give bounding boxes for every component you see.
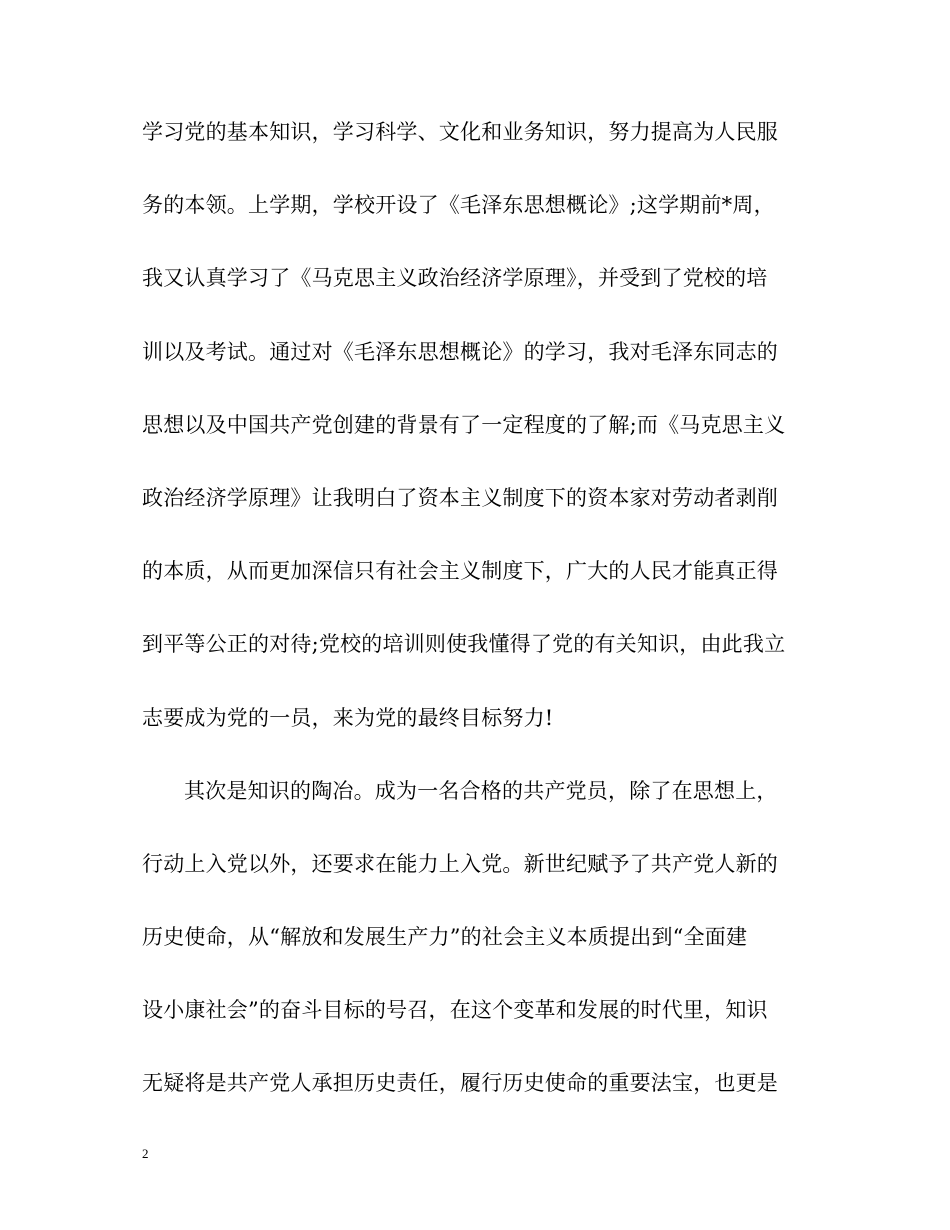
text-line: 政治经济学原理》让我明白了资本主义制度下的资本家对劳动者剥削 — [142, 485, 778, 510]
text-line: 到平等公正的对待;党校的培训则使我懂得了党的有关知识，由此我立 — [142, 632, 786, 657]
text-line: 志要成为党的一员，来为党的最终目标努力! — [142, 705, 554, 730]
text-line: 训以及考试。通过对《毛泽东思想概论》的学习，我对毛泽东同志的 — [142, 339, 778, 364]
text-line: 行动上入党以外，还要求在能力上入党。新世纪赋予了共产党人新的 — [142, 851, 778, 876]
page-number: 2 — [142, 1146, 149, 1161]
text-line: 设小康社会”的奋斗目标的号召，在这个变革和发展的时代里，知识 — [142, 998, 768, 1023]
text-line: 我又认真学习了《马克思主义政治经济学原理》，并受到了党校的培 — [142, 266, 768, 291]
text-line: 学习党的基本知识，学习科学、文化和业务知识，努力提高为人民服 — [142, 120, 778, 144]
body-text — [142, 122, 822, 1147]
text-line: 历史使命，从“解放和发展生产力”的社会主义本质提出到“全面建 — [142, 925, 748, 950]
paragraph-first-line: 其次是知识的陶冶。成为一名合格的共产党员，除了在思想上， — [184, 778, 778, 803]
text-line: 务的本领。上学期，学校开设了《毛泽东思想概论》;这学期前*周， — [142, 193, 775, 218]
text-line: 思想以及中国共产党创建的背景有了一定程度的了解;而《马克思主义 — [142, 412, 786, 437]
text-line: 的本质，从而更加深信只有社会主义制度下，广大的人民才能真正得 — [142, 559, 778, 584]
text-line: 无疑将是共产党人承担历史责任，履行历史使命的重要法宝，也更是 — [142, 1071, 778, 1096]
